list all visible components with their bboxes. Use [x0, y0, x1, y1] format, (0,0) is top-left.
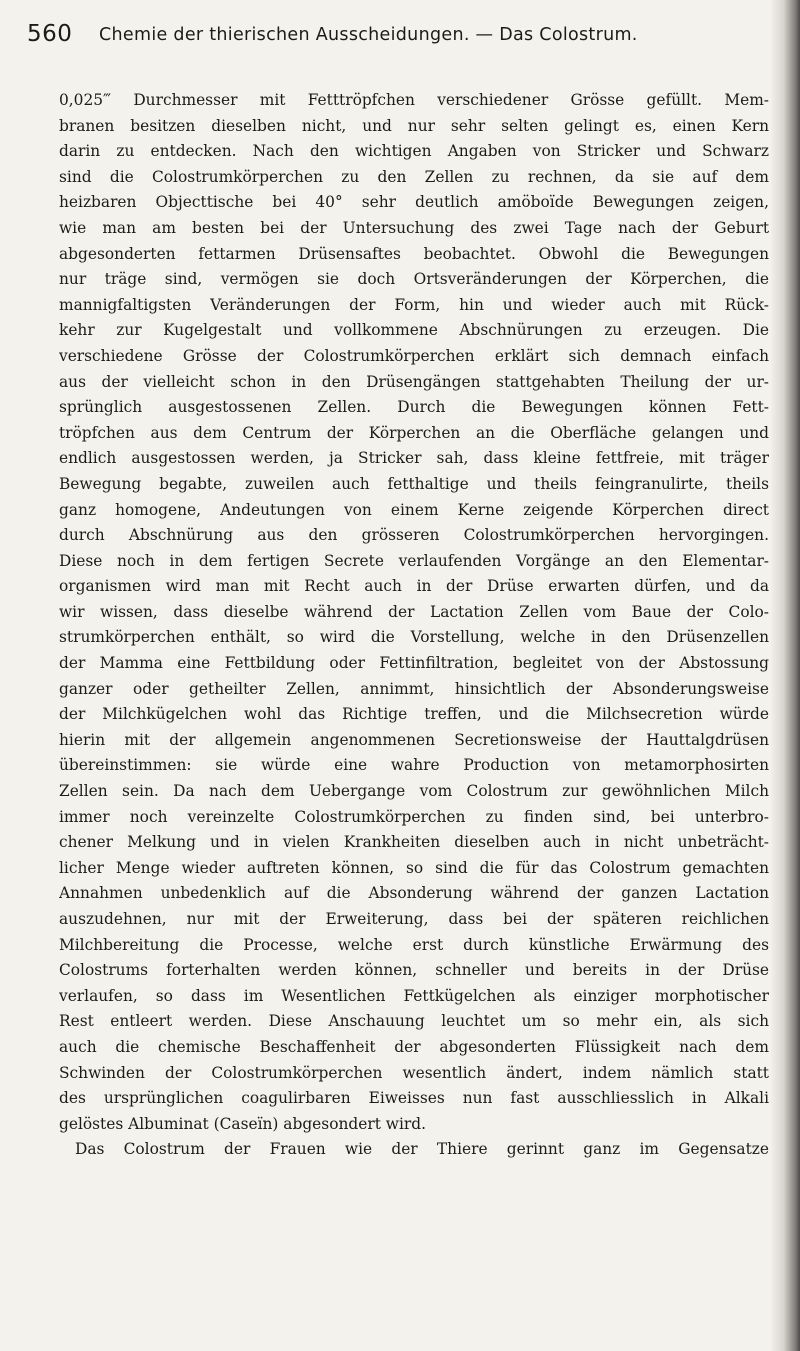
- body-text: [59, 88, 769, 1163]
- text-line: verschiedene Grösse der Colostrumkörperchen erklärt sich demnach einfach: [59, 346, 769, 365]
- text-line: sind die Colostrumkörperchen zu den Zellen zu rechnen, da sie auf dem: [59, 167, 769, 186]
- text-line: Milchbereitung die Processe, welche erst durch künstliche Erwärmung des: [59, 935, 769, 954]
- text-line: Zellen sein. Da nach dem Uebergange vom Colostrum zur gewöhnlichen Milch: [59, 782, 769, 801]
- text-line: branen besitzen dieselben nicht, und nur sehr selten gelingt es, einen Kern: [59, 116, 769, 135]
- text-line: endlich ausgestossen werden, ja Stricker sah, dass kleine fettfreie, mit träger: [59, 449, 769, 468]
- text-line: organismen wird man mit Recht auch in der Drüse erwarten dürfen, und da: [59, 577, 769, 596]
- text-line: immer noch vereinzelte Colostrumkörperchen zu finden sind, bei unterbro-: [59, 807, 769, 826]
- text-line: wie man am besten bei der Untersuchung des zwei Tage nach der Geburt: [59, 218, 769, 237]
- text-line: chener Melkung und in vielen Krankheiten dieselben auch in nicht unbeträcht-: [59, 833, 769, 852]
- page-number: 560: [27, 21, 73, 47]
- text-line: Bewegung begabte, zuweilen auch fetthaltige und theils feingranulirte, theils: [59, 474, 769, 493]
- text-line: nur träge sind, vermögen sie doch Ortsveränderungen der Körperchen, die: [59, 270, 769, 289]
- text-line: tröpfchen aus dem Centrum der Körperchen an die Oberfläche gelangen und: [59, 423, 769, 442]
- text-line: des ursprünglichen coagulirbaren Eiweisses nun fast ausschliesslich in Alkali: [59, 1089, 769, 1108]
- text-line: der Mamma eine Fettbildung oder Fettinfiltration, begleitet von der Abstossung: [59, 654, 769, 673]
- text-line: 0,025‴ Durchmesser mit Fetttröpfchen verschiedener Grösse gefüllt. Mem-: [59, 91, 769, 109]
- text-line: Colostrums forterhalten werden können, schneller und bereits in der Drüse: [59, 961, 769, 980]
- text-line: durch Abschnürung aus den grösseren Colostrumkörperchen hervorgingen.: [59, 526, 769, 545]
- text-line: der Milchkügelchen wohl das Richtige treffen, und die Milchsecretion würde: [59, 705, 769, 724]
- text-line: verlaufen, so dass im Wesentlichen Fettkügelchen als einziger morphotischer: [59, 986, 769, 1005]
- text-line: Annahmen unbedenklich auf die Absonderung während der ganzen Lactation: [59, 884, 769, 903]
- text-line: abgesonderten fettarmen Drüsensaftes beobachtet. Obwohl die Bewegungen: [59, 244, 769, 263]
- text-line: auszudehnen, nur mit der Erweiterung, dass bei der späteren reichlichen: [59, 910, 769, 928]
- text-line: hierin mit der allgemein angenommenen Secretionsweise der Hauttalgdrüsen: [59, 730, 769, 749]
- text-line: Das Colostrum der Frauen wie der Thiere gerinnt ganz im Gegensatze: [75, 1140, 769, 1159]
- running-head-title: Chemie der thierischen Ausscheidungen. — Das Colostrum.: [99, 25, 638, 45]
- text-line: darin zu entdecken. Nach den wichtigen Angaben von Stricker und Schwarz: [59, 142, 769, 161]
- text-line: ganz homogene, Andeutungen von einem Kerne zeigende Körperchen direct: [59, 500, 769, 519]
- text-line: Schwinden der Colostrumkörperchen wesentlich ändert, indem nämlich statt: [59, 1063, 769, 1082]
- page-edge-shadow: [770, 0, 800, 1351]
- text-line: kehr zur Kugelgestalt und vollkommene Abschnürungen zu erzeugen. Die: [59, 321, 769, 340]
- text-line: aus der vielleicht schon in den Drüsengängen stattgehabten Theilung der ur-: [59, 372, 769, 391]
- text-line: Rest entleert werden. Diese Anschauung leuchtet um so mehr ein, als sich: [59, 1012, 769, 1031]
- text-line: sprünglich ausgestossenen Zellen. Durch die Bewegungen können Fett-: [59, 398, 769, 417]
- text-line: mannigfaltigsten Veränderungen der Form, hin und wieder auch mit Rück-: [59, 295, 769, 314]
- text-line: strumkörperchen enthält, so wird die Vorstellung, welche in den Drüsenzellen: [59, 628, 769, 647]
- text-line: heizbaren Objecttische bei 40° sehr deutlich amöboïde Bewegungen zeigen,: [59, 193, 769, 212]
- text-line: ganzer oder getheilter Zellen, annimmt, hinsichtlich der Absonderungsweise: [59, 679, 769, 698]
- text-line: gelöstes Albuminat (Caseïn) abgesondert wird.: [59, 1114, 426, 1133]
- text-line: licher Menge wieder auftreten können, so sind die für das Colostrum gemachten: [59, 858, 769, 877]
- text-line: auch die chemische Beschaffenheit der abgesonderten Flüssigkeit nach dem: [59, 1037, 769, 1056]
- running-head: [27, 16, 767, 52]
- text-line: Diese noch in dem fertigen Secrete verlaufenden Vorgänge an den Elementar-: [59, 551, 769, 570]
- text-line: übereinstimmen: sie würde eine wahre Production von metamorphosirten: [59, 756, 769, 775]
- text-line: wir wissen, dass dieselbe während der Lactation Zellen vom Baue der Colo-: [59, 602, 769, 621]
